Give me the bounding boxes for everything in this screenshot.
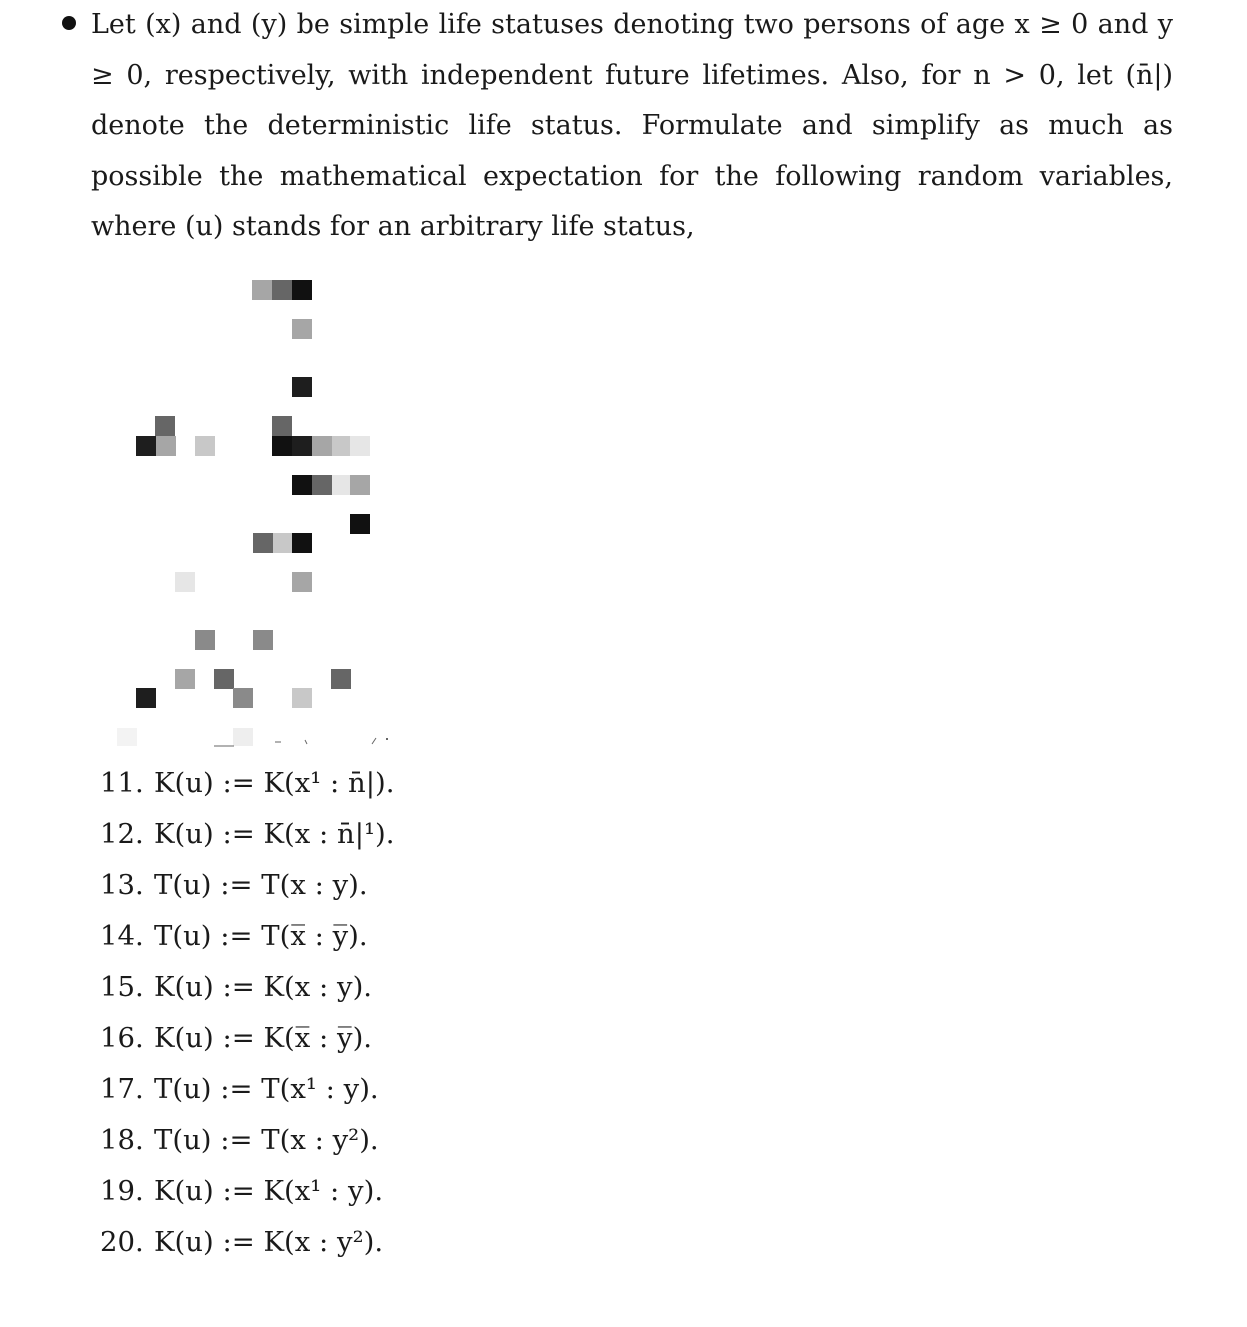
list-item: 12. K(u) := K(x : n̄|¹). [100,818,395,850]
list-item: 16. K(u) := K(x̅ : y̅). [100,1022,373,1054]
pixel-cells [117,280,388,746]
intro-paragraph: Let (x) and (y) be simple life statuses denoting two persons of age x ≥ 0 and y ≥ 0, respectively, with independent future lifetimes. Also, for n > 0, let (n̄|) denote the deterministic life status. Formulate and simplify as much as possible the mathematical expectation for the following random variables, where (u) stands for an arbitrary life status, [91,9,1173,243]
list-item: 11. K(u) := K(x¹ : n̄|). [100,767,395,799]
list-item: 13. T(u) := T(x : y). [100,869,368,901]
list-item: 15. K(u) := K(x : y). [100,971,373,1003]
list-item: 17. T(u) := T(x¹ : y). [100,1073,379,1105]
redacted-pixelated-block-icon [0,270,520,760]
list-item: 19. K(u) := K(x¹ : y). [100,1175,384,1207]
exercise-list [100,758,395,1268]
list-item: 18. T(u) := T(x : y²). [100,1124,379,1156]
bullet-dot-icon [62,16,76,30]
list-item: 20. K(u) := K(x : y²). [100,1226,384,1258]
list-item: 14. T(u) := T(x̅ : y̅). [100,920,368,952]
